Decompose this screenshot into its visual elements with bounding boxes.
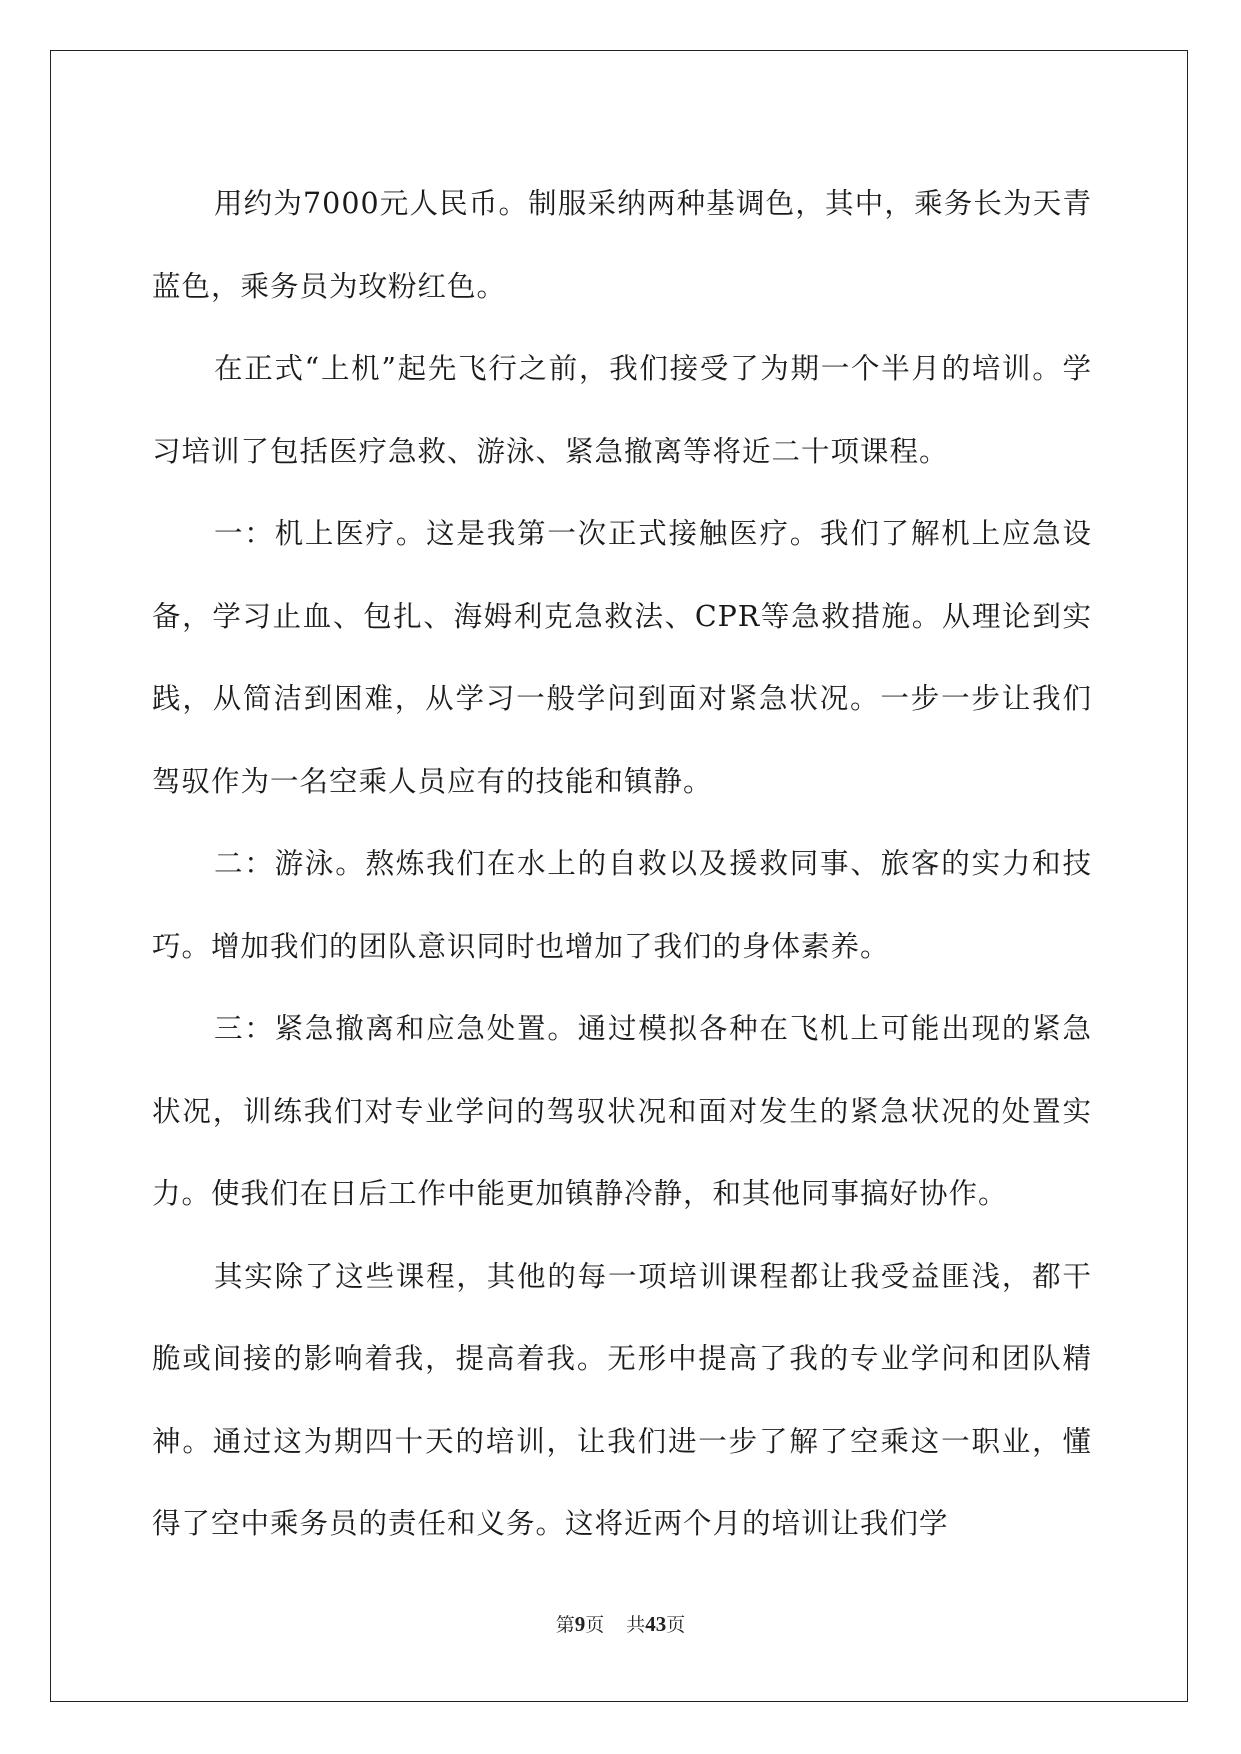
footer-total-suffix: 页 — [666, 1614, 686, 1636]
footer-page-prefix: 第 — [555, 1614, 575, 1636]
document-body — [152, 163, 1092, 1566]
footer-total-prefix: 共 — [626, 1614, 646, 1636]
paragraph-4: 二：游泳。熬炼我们在水上的自救以及援救同事、旅客的实力和技巧。增加我们的团队意识同时也增加了我们的身体素养。 — [152, 847, 1092, 963]
paragraph-3: 一：机上医疗。这是我第一次正式接触医疗。我们了解机上应急设备，学习止血、包扎、海姆利克急救法、CPR等急救措施。从理论到实践，从简洁到困难，从学习一般学问到面对紧急状况。一步一步让我们驾驭作为一名空乘人员应有的技能和镇静。 — [152, 517, 1092, 798]
paragraph-5: 三：紧急撤离和应急处置。通过模拟各种在飞机上可能出现的紧急状况，训练我们对专业学问的驾驭状况和面对发生的紧急状况的处置实力。使我们在日后工作中能更加镇静冷静，和其他同事搞好协作。 — [152, 1012, 1092, 1210]
paragraph-1: 用约为7000元人民币。制服采纳两种基调色，其中，乘务长为天青蓝色，乘务员为玫粉红色。 — [152, 187, 1092, 303]
paragraph-6: 其实除了这些课程，其他的每一项培训课程都让我受益匪浅，都干脆或间接的影响着我，提高着我。无形中提高了我的专业学问和团队精神。通过这为期四十天的培训，让我们进一步了解了空乘这一职业，懂得了空中乘务员的责任和义务。这将近两个月的培训让我们学 — [152, 1259, 1092, 1540]
footer-total-pages: 43 — [645, 1612, 667, 1636]
paragraph-2: 在正式“上机”起先飞行之前，我们接受了为期一个半月的培训。学习培训了包括医疗急救、游泳、紧急撤离等将近二十项课程。 — [152, 352, 1092, 468]
page-footer — [0, 1610, 1241, 1637]
footer-page-suffix: 页 — [585, 1614, 605, 1636]
footer-page-number: 9 — [574, 1612, 586, 1636]
